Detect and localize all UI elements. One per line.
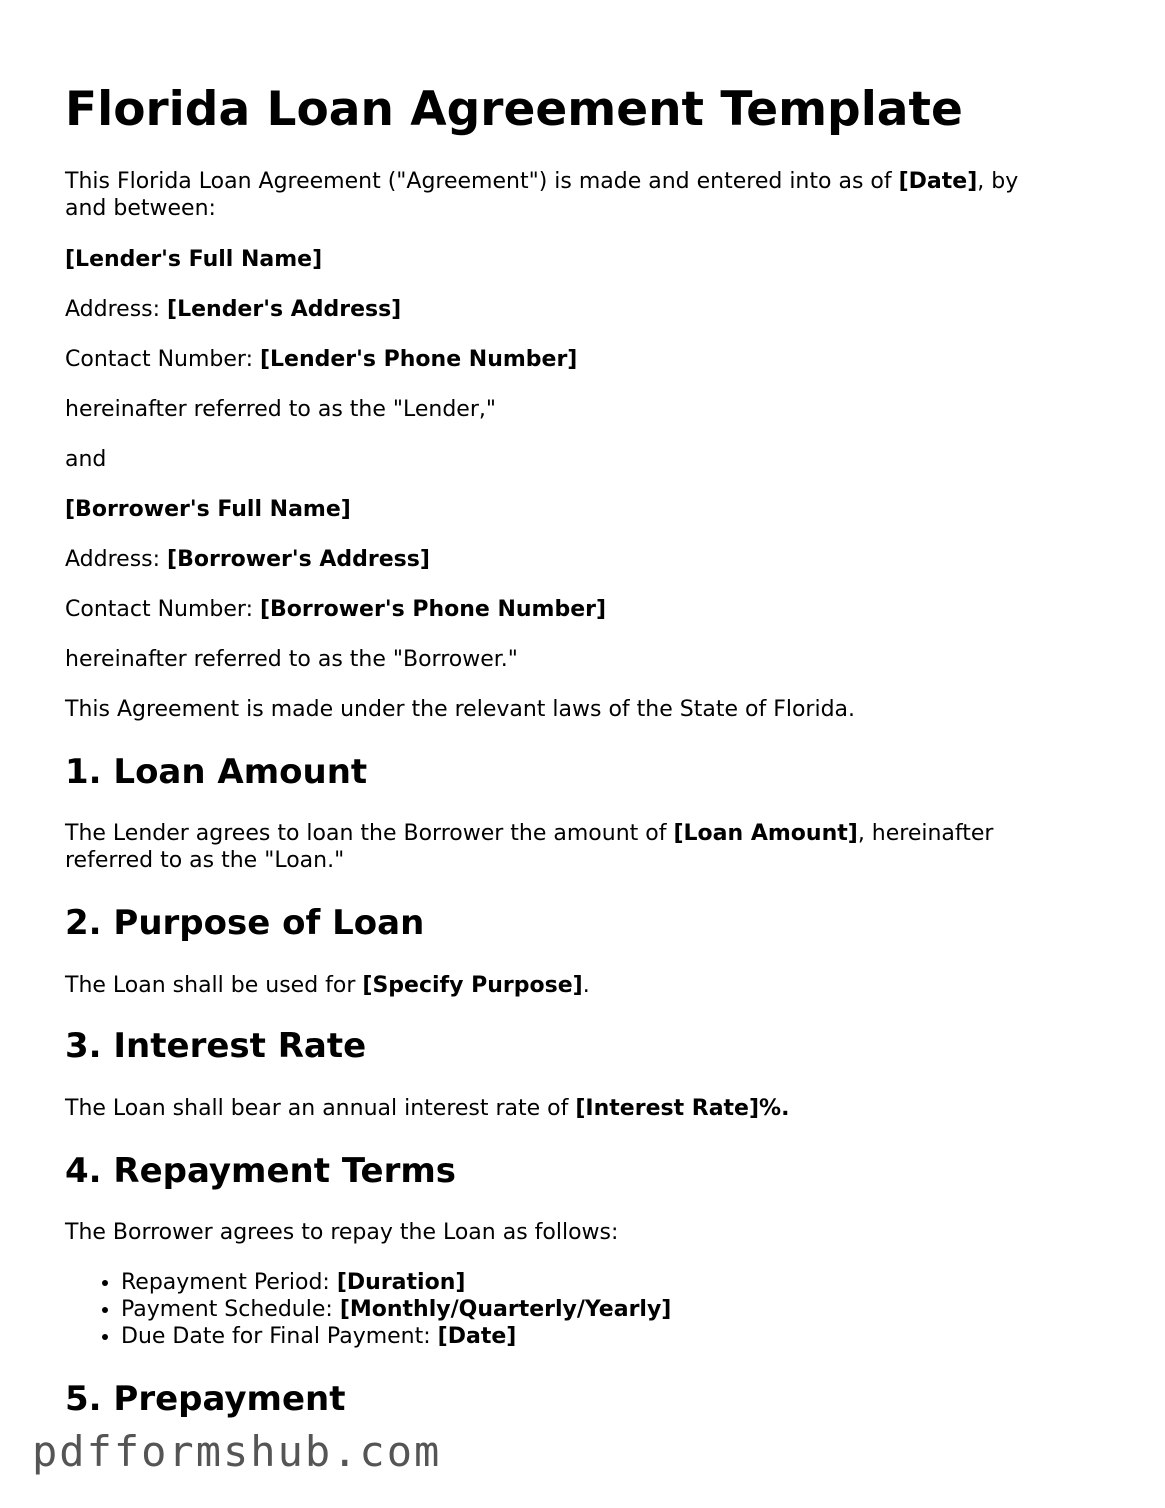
lender-contact-paragraph bbox=[65, 346, 1065, 373]
interest-placeholder: [Interest Rate]%. bbox=[575, 1096, 790, 1121]
repayment-intro-paragraph: The Borrower agrees to repay the Loan as follows: bbox=[65, 1220, 619, 1245]
watermark: pdfformshub.com bbox=[32, 1427, 442, 1476]
repayment-period-value: [Duration] bbox=[336, 1270, 466, 1295]
intro-paragraph bbox=[65, 168, 1065, 222]
section-heading-purpose: 2. Purpose of Loan bbox=[65, 903, 425, 943]
borrower-phone: [Borrower's Phone Number] bbox=[259, 597, 607, 622]
loan-amount-text-after: , hereinafter referred to as the "Loan." bbox=[65, 821, 994, 873]
lender-address: [Lender's Address] bbox=[167, 297, 402, 322]
list-item bbox=[121, 1296, 671, 1323]
document-title: Florida Loan Agreement Template bbox=[65, 82, 963, 137]
section-heading-prepayment: 5. Prepayment bbox=[65, 1379, 346, 1419]
borrower-name-paragraph bbox=[65, 496, 1065, 523]
borrower-referred-paragraph: hereinafter referred to as the "Borrower." bbox=[65, 647, 518, 672]
section-heading-repayment: 4. Repayment Terms bbox=[65, 1151, 456, 1191]
borrower-contact-label: Contact Number: bbox=[65, 597, 260, 622]
list-item bbox=[121, 1269, 671, 1296]
purpose-text-after: . bbox=[582, 973, 590, 998]
borrower-name: [Borrower's Full Name] bbox=[65, 497, 351, 522]
repayment-period-label: Repayment Period: bbox=[121, 1270, 337, 1295]
purpose-placeholder: [Specify Purpose] bbox=[362, 973, 583, 998]
loan-amount-text-before: The Lender agrees to loan the Borrower the amount of bbox=[65, 821, 674, 846]
repayment-terms-list bbox=[65, 1269, 671, 1350]
borrower-address: [Borrower's Address] bbox=[167, 547, 430, 572]
borrower-contact-paragraph bbox=[65, 596, 1065, 623]
section-heading-loan-amount: 1. Loan Amount bbox=[65, 752, 368, 792]
final-due-date-value: [Date] bbox=[437, 1324, 517, 1349]
and-paragraph: and bbox=[65, 447, 107, 472]
final-due-date-label: Due Date for Final Payment: bbox=[121, 1324, 438, 1349]
borrower-address-label: Address: bbox=[65, 547, 168, 572]
loan-amount-paragraph bbox=[65, 820, 1065, 874]
purpose-text-before: The Loan shall be used for bbox=[65, 973, 363, 998]
lender-phone: [Lender's Phone Number] bbox=[259, 347, 578, 372]
lender-name: [Lender's Full Name] bbox=[65, 247, 323, 272]
intro-text-after: , by and between: bbox=[65, 169, 1019, 221]
section-heading-interest: 3. Interest Rate bbox=[65, 1026, 367, 1066]
loan-amount-placeholder: [Loan Amount] bbox=[673, 821, 858, 846]
borrower-address-paragraph bbox=[65, 546, 1065, 573]
lender-referred-paragraph: hereinafter referred to as the "Lender," bbox=[65, 397, 496, 422]
interest-text-before: The Loan shall bear an annual interest rate of bbox=[65, 1096, 576, 1121]
lender-address-label: Address: bbox=[65, 297, 168, 322]
lender-name-paragraph bbox=[65, 246, 1065, 273]
lender-contact-label: Contact Number: bbox=[65, 347, 260, 372]
purpose-paragraph bbox=[65, 972, 1065, 999]
intro-text-before: This Florida Loan Agreement ("Agreement") is made and entered into as of bbox=[65, 169, 899, 194]
payment-schedule-label: Payment Schedule: bbox=[121, 1297, 340, 1322]
interest-paragraph bbox=[65, 1095, 1065, 1122]
payment-schedule-value: [Monthly/Quarterly/Yearly] bbox=[339, 1297, 672, 1322]
intro-date-placeholder: [Date] bbox=[898, 169, 978, 194]
lender-address-paragraph bbox=[65, 296, 1065, 323]
list-item bbox=[121, 1323, 671, 1350]
laws-paragraph: This Agreement is made under the relevant laws of the State of Florida. bbox=[65, 697, 856, 722]
